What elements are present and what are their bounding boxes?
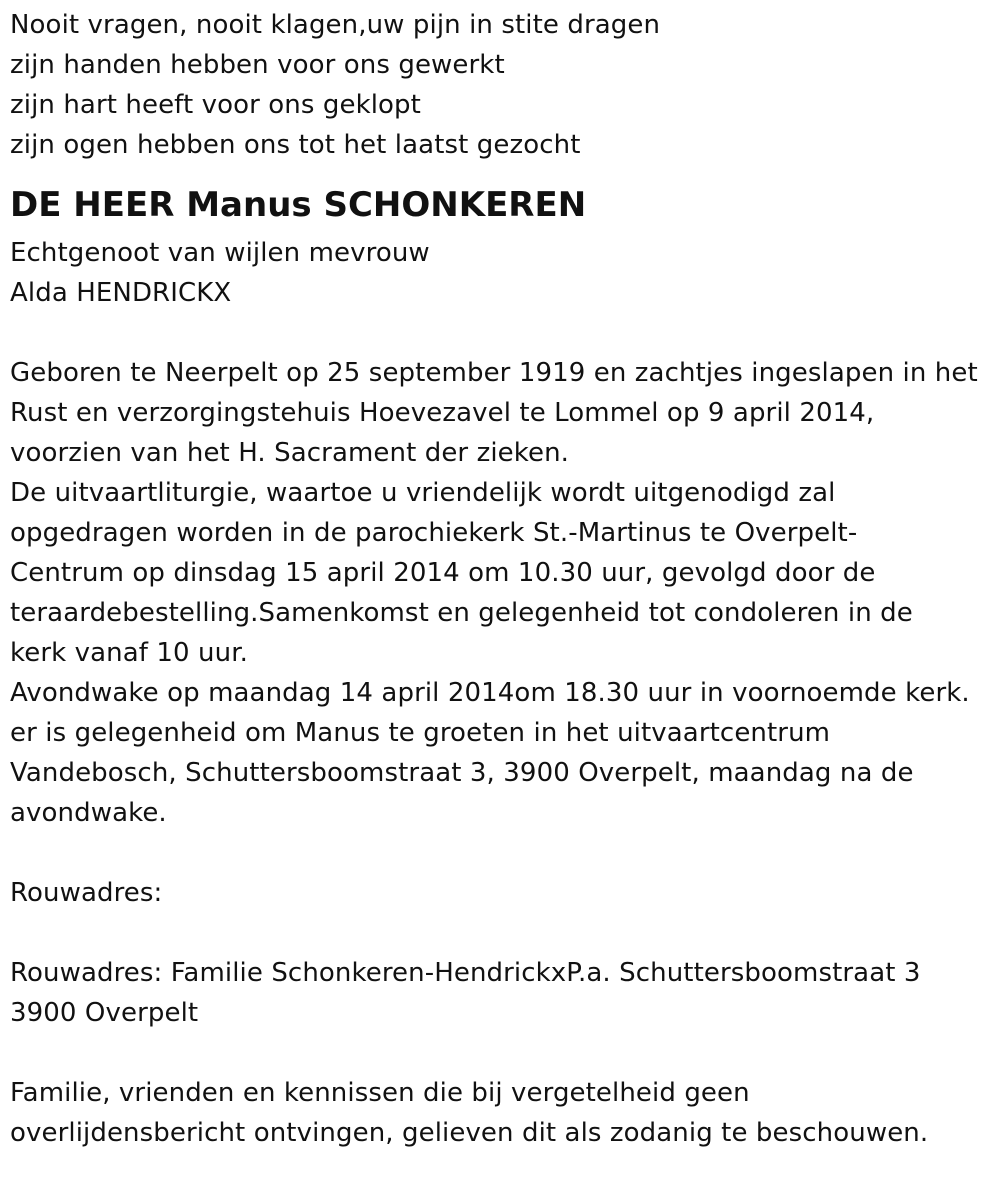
rouwadres-block — [10, 953, 990, 1033]
deceased-name-heading: DE HEER Manus SCHONKEREN — [10, 185, 587, 225]
spacer — [10, 833, 990, 873]
closing-line: Familie, vrienden en kennissen die bij vergetelheid geen — [10, 1078, 750, 1108]
spouse-line: Echtgenoot van wijlen mevrouw — [10, 238, 430, 268]
closing-block — [10, 1073, 990, 1153]
announcement-block — [10, 353, 990, 833]
announcement-line: opgedragen worden in de parochiekerk St.-Martinus te Overpelt- — [10, 518, 858, 548]
spouse-line: Alda HENDRICKX — [10, 278, 232, 308]
spacer — [10, 313, 990, 353]
poem-block — [10, 5, 990, 165]
announcement-line: De uitvaartliturgie, waartoe u vriendelijk wordt uitgenodigd zal — [10, 478, 836, 508]
announcement-line: avondwake. — [10, 798, 167, 828]
spacer — [10, 913, 990, 953]
announcement-line: teraardebestelling.Samenkomst en gelegenheid tot condoleren in de — [10, 598, 913, 628]
poem-line: Nooit vragen, nooit klagen,uw pijn in stite dragen — [10, 10, 661, 40]
spouse-block — [10, 233, 990, 313]
announcement-line: Rust en verzorgingstehuis Hoevezavel te Lommel op 9 april 2014, — [10, 398, 875, 428]
poem-line: zijn handen hebben voor ons gewerkt — [10, 50, 505, 80]
rouwadres-line: 3900 Overpelt — [10, 998, 199, 1028]
rouwadres-label: Rouwadres: — [10, 878, 163, 908]
poem-line: zijn hart heeft voor ons geklopt — [10, 90, 421, 120]
announcement-line: er is gelegenheid om Manus te groeten in het uitvaartcentrum — [10, 718, 831, 748]
announcement-line: kerk vanaf 10 uur. — [10, 638, 248, 668]
announcement-line: Geboren te Neerpelt op 25 september 1919 en zachtjes ingeslapen in het — [10, 358, 978, 388]
poem-line: zijn ogen hebben ons tot het laatst gezocht — [10, 130, 581, 160]
rouwadres-line: Rouwadres: Familie Schonkeren-HendrickxP.a. Schuttersboomstraat 3 — [10, 958, 921, 988]
spacer — [10, 1033, 990, 1073]
announcement-line: voorzien van het H. Sacrament der zieken. — [10, 438, 570, 468]
closing-line: overlijdensbericht ontvingen, gelieven dit als zodanig te beschouwen. — [10, 1118, 929, 1148]
announcement-line: Avondwake op maandag 14 april 2014om 18.30 uur in voornoemde kerk. — [10, 678, 970, 708]
announcement-line: Vandebosch, Schuttersboomstraat 3, 3900 Overpelt, maandag na de — [10, 758, 914, 788]
announcement-line: Centrum op dinsdag 15 april 2014 om 10.30 uur, gevolgd door de — [10, 558, 876, 588]
